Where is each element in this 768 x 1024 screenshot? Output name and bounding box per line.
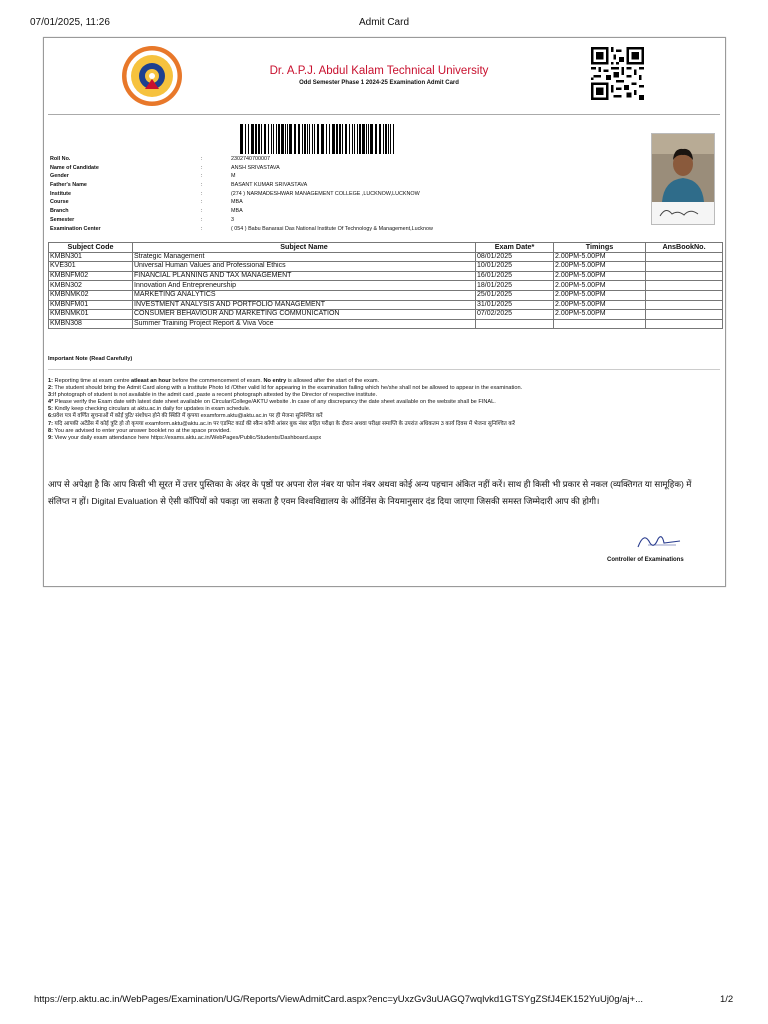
detail-colon: : xyxy=(201,173,203,180)
table-row xyxy=(49,310,723,320)
col-header-subject-code: Subject Code xyxy=(49,243,133,253)
barcode-bar xyxy=(342,124,343,154)
detail-value: (274 ) NARMADESHWAR MANAGEMENT COLLEGE ,LUCKNOW,LUCKNOW xyxy=(231,190,420,197)
detail-value: MBA xyxy=(231,208,243,215)
col-header-ansbookno: AnsBookNo. xyxy=(646,243,723,253)
barcode-icon xyxy=(240,124,395,154)
note-text: यदि आपकी अटेंडेंस में कोई त्रुटि हो तो कृपया examform.aktu@aktu.ac.in पर एडमिट कार्ड की स्कैन कॉपी आंसर बुक नंबर सहित परीक्षा के दौरान अथवा परीक्षा समाप्ति के उपरांत अधिकतम 3 कार्य दिवस में भेजना सुनिश्चित करें xyxy=(52,420,515,427)
barcode-bar xyxy=(317,124,319,154)
detail-label: Institute xyxy=(50,190,71,197)
note-item xyxy=(48,428,720,435)
table-row xyxy=(49,319,723,329)
barcode-bar xyxy=(354,124,355,154)
barcode-bar xyxy=(273,124,274,154)
barcode-bar xyxy=(307,124,308,154)
table-row xyxy=(49,271,723,281)
university-logo-icon xyxy=(121,45,183,107)
barcode-bar xyxy=(388,124,389,154)
hindi-notice: आप से अपेक्षा है कि आप किसी भी सूरत में उत्तर पुस्तिका के अंदर के पृष्ठों पर अपना रोल नंबर या फोन नंबर अथवा कोई अन्य पहचान अंकित नहीं करें। साथ ही किसी भी प्रकार से नकल (व्यक्तिगत या सामूहिक) में संलिप्त न हों। Digital Evaluation से ऐसी कॉपियों को पकड़ा जा सकता है एवम विश्वविद्यालय के ऑर्डिनेंस के नियमानुसार दंड दिया जाएगा जिसकी समस्त जिम्मेदारी आप की होगी। xyxy=(48,479,692,506)
note-text: atleast an hour xyxy=(131,378,171,384)
timings-cell: 2.00PM-5.00PM xyxy=(554,310,646,320)
timings-cell: 2.00PM-5.00PM xyxy=(554,300,646,310)
exam-date-cell: 31/01/2025 xyxy=(476,300,554,310)
barcode-bar xyxy=(321,124,324,154)
footer-url: https://erp.aktu.ac.in/WebPages/Examination/UG/Reports/ViewAdmitCard.aspx?enc=yUxzGv3uUAGQ7wqlvkd1GTSYgZSfJ4EK152YuUj0g/aj+... xyxy=(34,994,643,1005)
detail-colon: : xyxy=(201,208,203,215)
barcode-bar xyxy=(304,124,306,154)
barcode-bar xyxy=(264,124,266,154)
subject-name-cell: CONSUMER BEHAVIOUR AND MARKETING COMMUNICATION xyxy=(133,310,476,320)
important-note-title: Important Note (Read Carefully) xyxy=(48,356,133,362)
subject-table xyxy=(48,242,723,329)
barcode-bar xyxy=(329,124,330,154)
barcode-bar xyxy=(359,124,361,154)
ansbookno-cell xyxy=(646,281,723,291)
detail-label: Name of Candidate xyxy=(50,164,99,171)
detail-colon: : xyxy=(201,190,203,197)
subject-name-cell: Innovation And Entrepreneurship xyxy=(133,281,476,291)
note-number: 7: xyxy=(48,420,53,427)
university-name: Dr. A.P.J. Abdul Kalam Technical University xyxy=(269,65,489,77)
note-text: If photograph of student is not available in the admit card ,paste a recent photograph attested by the Director of respective institute. xyxy=(52,392,377,399)
subject-code-cell: KMBN302 xyxy=(49,281,133,291)
timings-cell: 2.00PM-5.00PM xyxy=(554,290,646,300)
note-text: View your daily exam attendance here https://exams.aktu.ac.in/WebPages/Public/Students/Dashboard.aspx xyxy=(52,434,322,441)
detail-value: M xyxy=(231,173,236,180)
detail-colon: : xyxy=(201,182,203,189)
detail-value: 3 xyxy=(231,216,234,223)
barcode-bar xyxy=(309,124,310,154)
note-number: 9: xyxy=(48,434,53,441)
subject-name-cell: Strategic Management xyxy=(133,252,476,262)
barcode-bar xyxy=(349,124,350,154)
important-notes xyxy=(48,378,720,442)
subject-name-cell: Summer Training Project Report & Viva Voce xyxy=(133,319,476,329)
subject-code-cell: KMBNMK01 xyxy=(49,310,133,320)
note-item xyxy=(48,435,720,442)
note-text: Reporting time at exam centre xyxy=(52,378,132,384)
barcode-bar xyxy=(312,124,313,154)
barcode-bar xyxy=(276,124,277,154)
exam-date-cell: 10/01/2025 xyxy=(476,262,554,272)
exam-date-cell: 18/01/2025 xyxy=(476,281,554,291)
barcode-bar xyxy=(370,124,373,154)
subject-code-cell: KMBNMK02 xyxy=(49,290,133,300)
note-number: 2: xyxy=(48,385,53,392)
controller-signature-icon xyxy=(628,525,688,555)
admit-card-subtitle: Odd Semester Phase 1 2024-25 Examination Admit Card xyxy=(299,80,459,86)
print-title: Admit Card xyxy=(358,17,409,28)
header-divider xyxy=(48,114,720,115)
detail-value: MBA xyxy=(231,199,243,206)
barcode-bar xyxy=(332,124,335,154)
barcode-bar xyxy=(366,124,367,154)
detail-colon: : xyxy=(201,225,203,232)
barcode-bar xyxy=(281,124,284,154)
detail-label: Examination Center xyxy=(50,225,101,232)
timings-cell: 2.00PM-5.00PM xyxy=(554,262,646,272)
barcode-bar xyxy=(326,124,327,154)
print-datetime: 07/01/2025, 11:26 xyxy=(30,17,110,28)
detail-colon: : xyxy=(201,199,203,206)
barcode-bar xyxy=(261,124,262,154)
timings-cell: 2.00PM-5.00PM xyxy=(554,281,646,291)
col-header-timings: Timings xyxy=(554,243,646,253)
subject-code-cell: KMBN308 xyxy=(49,319,133,329)
barcode-bar xyxy=(385,124,387,154)
exam-date-cell: 25/01/2025 xyxy=(476,290,554,300)
qr-code-icon xyxy=(591,47,644,100)
note-text: प्रवेश पत्र में वर्णित सूचनाओं में कोई त्रुटि/ संशोधन होने की स्थिति में कृपया examform.aktu@aktu.ac.in पर ही मेजना सुनिश्चित करें xyxy=(52,413,323,420)
subject-code-cell: KVE301 xyxy=(49,262,133,272)
barcode-bar xyxy=(383,124,384,154)
note-number: 6: xyxy=(48,413,53,420)
barcode-bar xyxy=(314,124,315,154)
detail-colon: : xyxy=(201,216,203,223)
table-row xyxy=(49,262,723,272)
subject-code-cell: KMBNFM02 xyxy=(49,271,133,281)
note-divider xyxy=(48,369,720,370)
page-number: 1/2 xyxy=(720,994,734,1005)
barcode-bar xyxy=(258,124,260,154)
barcode-bar xyxy=(375,124,377,154)
detail-label: Roll No. xyxy=(50,156,71,162)
table-row xyxy=(49,252,723,262)
timings-cell xyxy=(554,319,646,329)
note-item xyxy=(48,385,720,392)
subject-name-cell: Universal Human Values and Professional Ethics xyxy=(133,262,476,272)
candidate-photo xyxy=(651,133,715,225)
admit-card xyxy=(43,37,726,587)
barcode-bar xyxy=(352,124,353,154)
barcode-bar xyxy=(289,124,292,154)
barcode-bar xyxy=(271,124,272,154)
note-number: 8: xyxy=(48,427,53,434)
barcode-bar xyxy=(294,124,296,154)
note-number: 4* xyxy=(48,399,54,406)
ansbookno-cell xyxy=(646,252,723,262)
controller-of-examinations: Controller of Examinations xyxy=(607,557,684,563)
barcode-bar xyxy=(278,124,280,154)
note-number: 3: xyxy=(48,392,53,399)
ansbookno-cell xyxy=(646,319,723,329)
subject-code-cell: KMBNFM01 xyxy=(49,300,133,310)
ansbookno-cell xyxy=(646,310,723,320)
ansbookno-cell xyxy=(646,300,723,310)
note-text: Kindly keep checking circulars at aktu.ac.in daily for updates in exam schedule. xyxy=(52,406,251,413)
note-text: before the commencement of exam. xyxy=(170,378,264,384)
barcode-bar xyxy=(287,124,288,154)
exam-date-cell: 08/01/2025 xyxy=(476,252,554,262)
note-text: Please verify the Exam date with latest date sheet available on Circular/College/AKTU website .In case of any discrepancy the date sheet available on the website shall be FINAL. xyxy=(53,399,496,406)
barcode-bar xyxy=(245,124,246,154)
ansbookno-cell xyxy=(646,271,723,281)
barcode-bar xyxy=(255,124,257,154)
subject-code-cell: KMBN301 xyxy=(49,252,133,262)
barcode-bar xyxy=(248,124,249,154)
detail-label: Semester xyxy=(50,216,75,223)
barcode-bar xyxy=(298,124,300,154)
barcode-bar xyxy=(393,124,394,154)
detail-label: Father's Name xyxy=(50,182,87,189)
note-item xyxy=(48,421,720,428)
ansbookno-cell xyxy=(646,290,723,300)
subject-name-cell: FINANCIAL PLANNING AND TAX MANAGEMENT xyxy=(133,271,476,281)
subject-name-cell: INVESTMENT ANALYSIS AND PORTFOLIO MANAGEMENT xyxy=(133,300,476,310)
detail-value: 2302740700007 xyxy=(231,156,270,162)
detail-value: ANSH SRIVASTAVA xyxy=(231,164,280,171)
detail-value: BASANT KUMAR SRIVASTAVA xyxy=(231,182,308,189)
note-item xyxy=(48,399,720,406)
detail-label: Course xyxy=(50,199,69,206)
ansbookno-cell xyxy=(646,262,723,272)
subject-name-cell: MARKETING ANALYTICS xyxy=(133,290,476,300)
barcode-bar xyxy=(268,124,269,154)
barcode-bar xyxy=(251,124,254,154)
table-row xyxy=(49,290,723,300)
barcode-bar xyxy=(285,124,286,154)
exam-date-cell: 07/02/2025 xyxy=(476,310,554,320)
exam-date-cell: 16/01/2025 xyxy=(476,271,554,281)
timings-cell: 2.00PM-5.00PM xyxy=(554,271,646,281)
barcode-bar xyxy=(390,124,391,154)
detail-label: Branch xyxy=(50,208,69,215)
note-text: The student should bring the Admit Card along with a Institute Photo Id /Other valid Id for appearing in the examination failing which he/she shall not be allowed to appear in the examination. xyxy=(52,385,523,392)
note-text: You are advised to enter your answer booklet no at the space provided. xyxy=(52,427,231,434)
detail-colon: : xyxy=(201,156,203,162)
barcode-bar xyxy=(357,124,358,154)
barcode-bar xyxy=(302,124,303,154)
barcode-bar xyxy=(345,124,347,154)
barcode-bar xyxy=(240,124,243,154)
barcode-bar xyxy=(336,124,338,154)
note-item xyxy=(48,413,720,420)
note-number: 1: xyxy=(48,378,53,384)
barcode-bar xyxy=(339,124,341,154)
detail-value: ( 054 ) Babu Banarasi Das National Institute Of Technology & Management,Lucknow xyxy=(231,225,433,232)
barcode-bar xyxy=(379,124,381,154)
timings-cell: 2.00PM-5.00PM xyxy=(554,252,646,262)
table-row xyxy=(49,300,723,310)
exam-date-cell xyxy=(476,319,554,329)
table-row xyxy=(49,281,723,291)
barcode-bar xyxy=(362,124,365,154)
print-header xyxy=(0,17,768,31)
barcode-bar xyxy=(368,124,369,154)
detail-colon: : xyxy=(201,164,203,171)
col-header-exam-date: Exam Date* xyxy=(476,243,554,253)
note-text: No entry xyxy=(263,378,287,384)
note-number: 5: xyxy=(48,406,53,413)
col-header-subject-name: Subject Name xyxy=(133,243,476,253)
table-header-row xyxy=(49,243,723,253)
detail-label: Gender xyxy=(50,173,69,180)
note-item xyxy=(48,378,720,385)
note-text: is allowed after the start of the exam. xyxy=(286,378,380,384)
note-item xyxy=(48,392,720,399)
